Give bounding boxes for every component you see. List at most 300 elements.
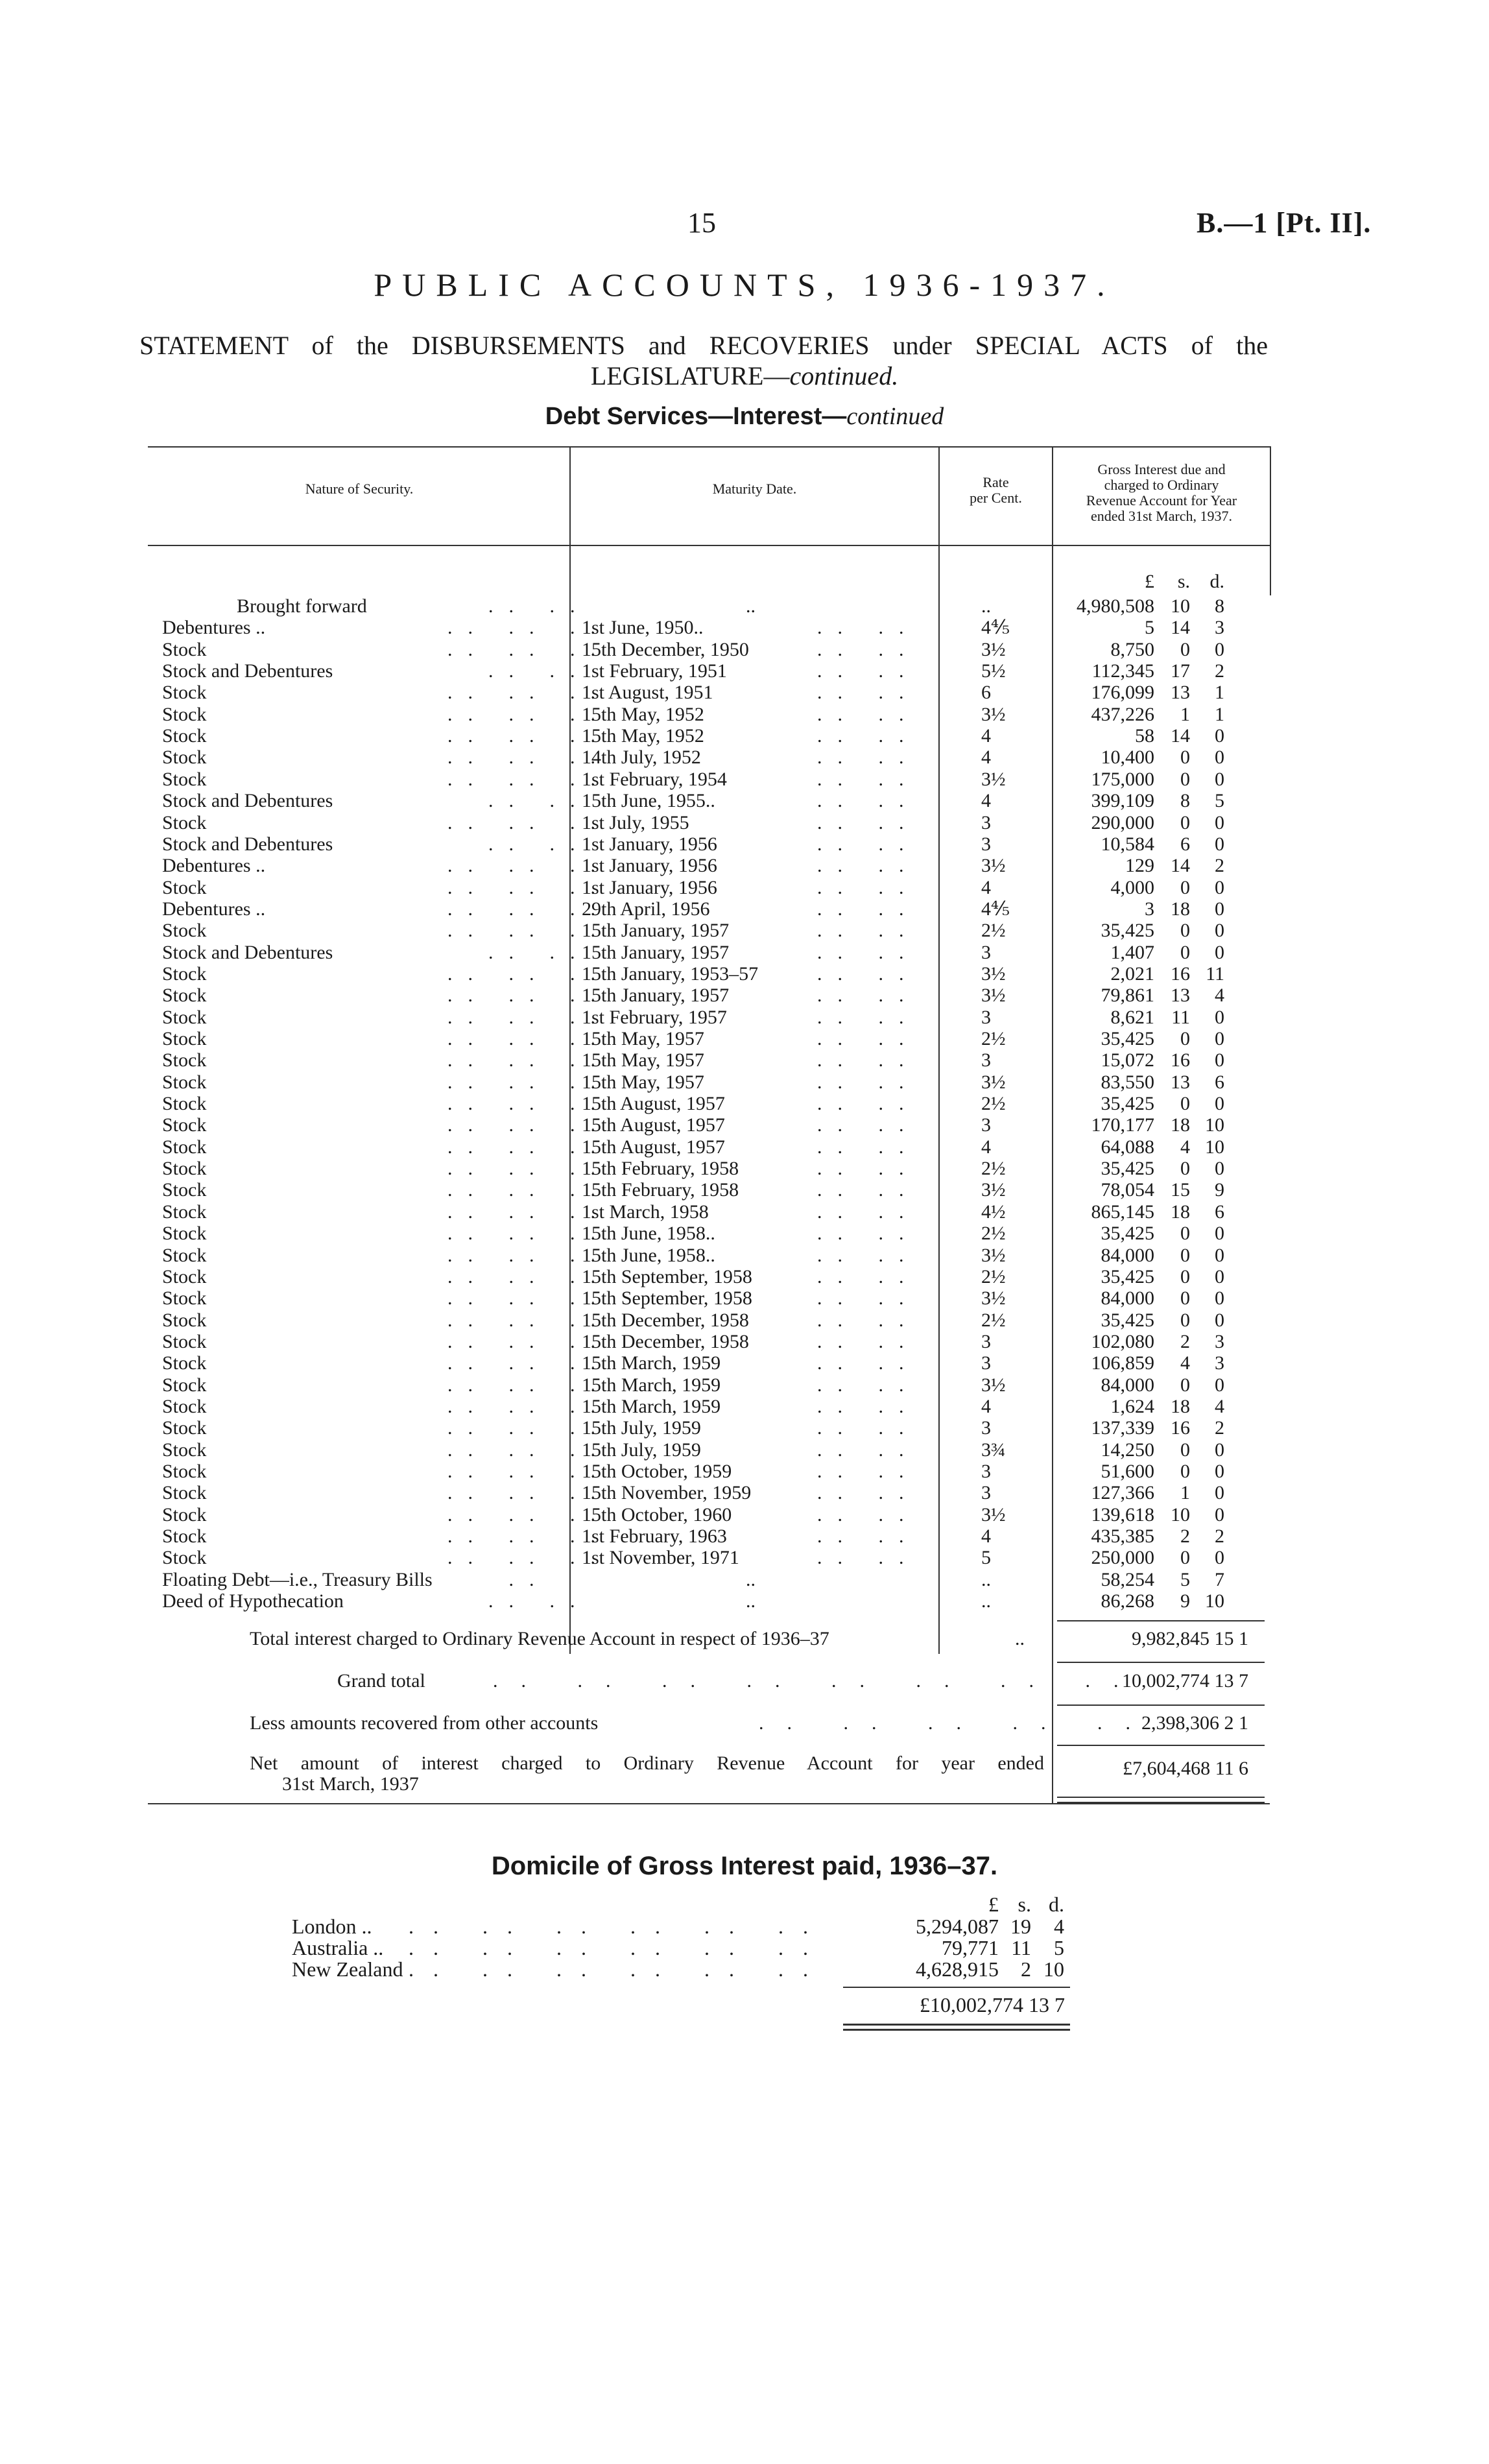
rate-cell: 3½	[981, 1071, 1006, 1093]
leader-dots: .. .. ..	[447, 1352, 611, 1374]
table-row	[0, 1590, 1489, 1612]
maturity-cell: 15th May, 1957	[582, 1071, 704, 1093]
table-row	[0, 1179, 1489, 1201]
pence-cell: 0	[1215, 1504, 1224, 1525]
grand-total-value: 10,002,774 13 7	[1122, 1670, 1248, 1692]
shillings-cell: 0	[1180, 1093, 1190, 1114]
table-row	[0, 1093, 1489, 1114]
maturity-cell: 1st January, 1956	[582, 855, 717, 876]
leader-dots: .. .. ..	[447, 617, 611, 638]
maturity-cell: 1st July, 1955	[582, 812, 689, 833]
pounds-cell: 58,254	[1101, 1569, 1154, 1590]
pounds-cell: 4,000	[1110, 877, 1154, 898]
pence-cell: 10	[1043, 1957, 1064, 1981]
rate-cell: 3½	[981, 1179, 1006, 1201]
subtotal-rule	[1057, 1662, 1265, 1663]
leader-dots: .. ..	[817, 1439, 920, 1461]
security-cell: Stock	[162, 1525, 207, 1547]
maturity-cell: 15th March, 1959	[582, 1374, 721, 1396]
pounds-cell: 399,109	[1091, 790, 1154, 811]
security-cell: Stock	[162, 1396, 207, 1417]
leader-dots: .. .. ..	[447, 1504, 611, 1525]
maturity-cell: 15th May, 1957	[582, 1049, 704, 1071]
maturity-cell: 15th May, 1957	[582, 1028, 704, 1049]
pounds-cell: 4,628,915	[916, 1957, 999, 1981]
table-row	[0, 1136, 1489, 1158]
pounds-cell: 139,618	[1091, 1504, 1154, 1525]
leader-dots: .. .. ..	[447, 639, 611, 660]
shillings-cell: 0	[1180, 639, 1190, 660]
leader-dots: .. ..	[817, 747, 920, 768]
shillings-cell: 18	[1171, 1396, 1190, 1417]
pounds-cell: 4,980,508	[1077, 595, 1154, 617]
rate-cell: 4	[981, 725, 991, 747]
pence-cell: 0	[1215, 1287, 1224, 1309]
rate-cell: 2½	[981, 1028, 1006, 1049]
pounds-cell: 865,145	[1091, 1201, 1154, 1223]
leader-dots: .. .. ..	[447, 1461, 611, 1482]
shillings-cell: 8	[1180, 790, 1190, 811]
maturity-cell: 15th October, 1960	[582, 1504, 732, 1525]
security-cell: Stock	[162, 1136, 207, 1158]
security-cell: Debentures ..	[162, 855, 266, 876]
rate-cell: 4	[981, 747, 991, 768]
rate-cell: 3	[981, 833, 991, 855]
maturity-cell: 1st November, 1971	[582, 1547, 739, 1568]
unit-pounds: £	[988, 1893, 999, 1916]
pence-cell: 2	[1215, 1417, 1224, 1439]
rate-cell: 3½	[981, 985, 1006, 1006]
leader-dots: .. .. ..	[447, 769, 611, 790]
pounds-cell: 58	[1135, 725, 1154, 747]
table-row	[0, 1504, 1489, 1525]
statement-heading: STATEMENT of the DISBURSEMENTS and RECOVERIES under SPECIAL ACTS of the	[139, 331, 1268, 360]
leader-dots: .. .. ..	[447, 1114, 611, 1136]
pence-cell: 0	[1215, 1093, 1224, 1114]
leader-dots: .. ..	[817, 769, 920, 790]
pence-cell: 0	[1215, 725, 1224, 747]
domicile-row	[0, 1916, 1489, 1937]
pounds-cell: 79,771	[942, 1936, 999, 1959]
rate-cell: 3	[981, 1417, 991, 1439]
statement-heading-continued: LEGISLATURE—continued.	[590, 361, 899, 390]
leader-dots: .. ..	[817, 1028, 920, 1049]
shillings-cell: 9	[1180, 1590, 1190, 1612]
table-row	[0, 855, 1489, 876]
unit-shillings: s.	[1018, 1893, 1031, 1916]
maturity-cell: 15th October, 1959	[582, 1461, 732, 1482]
rate-cell: 3½	[981, 1287, 1006, 1309]
pounds-cell: 14,250	[1101, 1439, 1154, 1461]
pounds-cell: 35,425	[1101, 1223, 1154, 1244]
security-cell: Stock	[162, 704, 207, 725]
leader-dots: .. .. ..	[447, 1374, 611, 1396]
rate-cell: 3½	[981, 769, 1006, 790]
pence-cell: 10	[1205, 1136, 1224, 1158]
leader-dots: .. ..	[447, 595, 591, 617]
table-row	[0, 963, 1489, 985]
table-row	[0, 769, 1489, 790]
pounds-cell: 83,550	[1101, 1071, 1154, 1093]
rate-cell: ..	[981, 1569, 991, 1590]
leader-dots: .. .. ..	[447, 1331, 611, 1352]
pence-cell: 2	[1215, 855, 1224, 876]
leader-dots: .. ..	[817, 1504, 920, 1525]
double-rule	[843, 2029, 1070, 2031]
total-interest-label: Total interest charged to Ordinary Revenue Account in respect of 1936–37	[250, 1628, 829, 1649]
pence-cell: 8	[1215, 595, 1224, 617]
pounds-cell: 176,099	[1091, 682, 1154, 703]
pounds-cell: 10,400	[1101, 747, 1154, 768]
maturity-cell: 15th September, 1958	[582, 1266, 752, 1287]
subtotal-rule	[1057, 1704, 1265, 1706]
rate-cell: 3½	[981, 639, 1006, 660]
shillings-cell: 4	[1180, 1136, 1190, 1158]
pence-cell: 3	[1215, 617, 1224, 638]
maturity-cell: 15th March, 1959	[582, 1352, 721, 1374]
rate-cell: 6	[981, 682, 991, 703]
maturity-cell: 15th August, 1957	[582, 1093, 725, 1114]
pence-cell: 0	[1215, 1439, 1224, 1461]
leader-dots: .. .. ..	[447, 725, 611, 747]
shillings-cell: 10	[1171, 595, 1190, 617]
security-cell: Stock	[162, 985, 207, 1006]
rate-cell: 2½	[981, 1093, 1006, 1114]
domicile-rule	[843, 1987, 1070, 1988]
security-cell: Stock and Debentures	[162, 790, 333, 811]
pence-cell: 0	[1215, 1158, 1224, 1179]
pence-cell: 0	[1215, 812, 1224, 833]
leader-dots: .. ..	[817, 1482, 920, 1503]
security-cell: Brought forward	[237, 595, 367, 617]
security-cell: Stock	[162, 1007, 207, 1028]
pence-cell: 3	[1215, 1331, 1224, 1352]
leader-dots: .. ..	[817, 1352, 920, 1374]
net-amount-label-date: 31st March, 1937	[282, 1773, 419, 1795]
table-row	[0, 1310, 1489, 1331]
col-header-rate: Rate per Cent.	[970, 474, 1022, 506]
leader-dots: .. ..	[817, 1093, 920, 1114]
maturity-cell: 1st January, 1956	[582, 833, 717, 855]
shillings-cell: 0	[1180, 769, 1190, 790]
pence-cell: 0	[1215, 1266, 1224, 1287]
pounds-cell: 35,425	[1101, 1158, 1154, 1179]
pounds-cell: 5	[1145, 617, 1154, 638]
security-cell: Stock	[162, 1417, 207, 1439]
table-row	[0, 1396, 1489, 1417]
pence-cell: 5	[1054, 1936, 1064, 1959]
shillings-cell: 0	[1180, 1158, 1190, 1179]
table-row	[0, 1158, 1489, 1179]
security-cell: Debentures ..	[162, 898, 266, 920]
shillings-cell: 5	[1180, 1569, 1190, 1590]
unit-row	[0, 571, 1489, 592]
security-cell: Stock	[162, 1547, 207, 1568]
pounds-cell: 1,407	[1110, 942, 1154, 963]
table-row	[0, 1266, 1489, 1287]
leader-dots: .. ..	[817, 1547, 920, 1568]
pounds-cell: 51,600	[1101, 1461, 1154, 1482]
maturity-cell: 15th June, 1958..	[582, 1223, 715, 1244]
net-amount-value: £7,604,468 11 6	[1123, 1758, 1248, 1779]
shillings-cell: 0	[1180, 1461, 1190, 1482]
pounds-cell: 129	[1125, 855, 1154, 876]
shillings-cell: 2	[1021, 1957, 1031, 1981]
pence-cell: 6	[1215, 1201, 1224, 1223]
leader-dots: .. ..	[447, 942, 591, 963]
rate-cell: 3	[981, 1482, 991, 1503]
shillings-cell: 0	[1180, 1374, 1190, 1396]
pence-cell: 0	[1215, 747, 1224, 768]
table-row	[0, 725, 1489, 747]
less-recovered-value: 2,398,306 2 1	[1141, 1712, 1248, 1734]
maturity-cell: 15th December, 1958	[582, 1331, 749, 1352]
pence-cell: 0	[1215, 1547, 1224, 1568]
table-row	[0, 833, 1489, 855]
pence-cell: 0	[1215, 1223, 1224, 1244]
pence-cell: 0	[1215, 1007, 1224, 1028]
leader-dots: .. ..	[817, 1179, 920, 1201]
domicile-row	[0, 1937, 1489, 1959]
rate-cell: 4	[981, 877, 991, 898]
unit-pounds: £	[1145, 571, 1154, 592]
pounds-cell: 2,021	[1110, 963, 1154, 985]
leader-dots: .. ..	[817, 682, 920, 703]
rate-cell: 4	[981, 1136, 991, 1158]
pence-cell: 10	[1205, 1114, 1224, 1136]
page-number: 15	[687, 207, 716, 239]
maturity-cell: 15th August, 1957	[582, 1136, 725, 1158]
rate-cell: 2½	[981, 920, 1006, 941]
leader-dots: .. ..	[817, 1417, 920, 1439]
maturity-cell: 15th December, 1958	[582, 1310, 749, 1331]
rate-cell: 5	[981, 1547, 991, 1568]
col-header-security: Nature of Security.	[305, 481, 414, 497]
leader-dots: .. ..	[817, 1007, 920, 1028]
leader-dots: .. ..	[817, 1114, 920, 1136]
security-cell: Stock	[162, 1028, 207, 1049]
table-row	[0, 1223, 1489, 1244]
table-row	[0, 898, 1489, 920]
pounds-cell: 435,385	[1091, 1525, 1154, 1547]
shillings-cell: 15	[1171, 1179, 1190, 1201]
table-row	[0, 1071, 1489, 1093]
pounds-cell: 175,000	[1091, 769, 1154, 790]
maturity-cell: 15th February, 1958	[582, 1179, 739, 1201]
maturity-cell: 15th March, 1959	[582, 1396, 721, 1417]
security-cell: Stock	[162, 1287, 207, 1309]
shillings-cell: 19	[1010, 1915, 1031, 1938]
security-cell: Stock	[162, 1352, 207, 1374]
leader-dots: .. .. ..	[447, 1396, 611, 1417]
pounds-cell: 112,345	[1091, 660, 1154, 682]
maturity-cell: 15th July, 1959	[582, 1417, 701, 1439]
leader-dots: .. .. ..	[447, 1158, 611, 1179]
leader-dots: .. .. .. .. .. ..	[409, 1936, 828, 1959]
shillings-cell: 0	[1180, 1547, 1190, 1568]
pounds-cell: 250,000	[1091, 1547, 1154, 1568]
domicile-unit-row	[0, 1894, 1489, 1915]
rate-cell: 3	[981, 942, 991, 963]
table-row	[0, 704, 1489, 725]
security-cell: Stock	[162, 877, 207, 898]
section-subtitle: Debt Services—Interest—continued	[545, 403, 944, 430]
leader-dots: .. .. ..	[447, 963, 611, 985]
leader-dots: .. .. ..	[447, 1071, 611, 1093]
double-rule	[1057, 1802, 1265, 1803]
security-cell: Stock	[162, 1179, 207, 1201]
table-row	[0, 1547, 1489, 1568]
leader-dots: .. ..	[817, 704, 920, 725]
leader-dots: .. .. ..	[447, 1547, 611, 1568]
maturity-cell: 1st February, 1963	[582, 1525, 727, 1547]
pounds-cell: 35,425	[1101, 1310, 1154, 1331]
leader-dots: .. .. ..	[447, 1179, 611, 1201]
shillings-cell: 18	[1171, 1201, 1190, 1223]
pence-cell: 0	[1215, 1482, 1224, 1503]
table-row	[0, 877, 1489, 898]
pence-cell: 1	[1215, 704, 1224, 725]
security-cell: Stock and Debentures	[162, 833, 333, 855]
leader-dots: .. ..	[817, 725, 920, 747]
security-cell: Stock	[162, 1266, 207, 1287]
pounds-cell: 127,366	[1091, 1482, 1154, 1503]
rate-cell: 3	[981, 1461, 991, 1482]
leader-dots: .. ..	[817, 1158, 920, 1179]
maturity-cell: 14th July, 1952	[582, 747, 701, 768]
security-cell: Stock	[162, 1439, 207, 1461]
security-cell: Floating Debt—i.e., Treasury Bills	[162, 1569, 433, 1590]
leader-dots: .. .. ..	[447, 747, 611, 768]
leader-dots: .. .. ..	[447, 898, 611, 920]
security-cell: Stock and Debentures	[162, 942, 333, 963]
leader-dots: .. ..	[817, 1136, 920, 1158]
leader-dots: .. .. ..	[447, 1028, 611, 1049]
security-cell: Stock	[162, 1114, 207, 1136]
maturity-cell: 1st August, 1951	[582, 682, 713, 703]
pounds-cell: 3	[1145, 898, 1154, 920]
domicile-total-row	[0, 1994, 1489, 2016]
leader-dots: .. ..	[817, 790, 920, 811]
shillings-cell: 2	[1180, 1525, 1190, 1547]
security-cell: Stock	[162, 812, 207, 833]
leader-dots: .. ..	[817, 1331, 920, 1352]
rate-cell: 4	[981, 1396, 991, 1417]
leader-dots: .. ..	[817, 812, 920, 833]
pence-cell: 2	[1215, 1525, 1224, 1547]
leader-dots: .. .. .. .. .. ..	[409, 1957, 828, 1981]
rate-cell: 3	[981, 812, 991, 833]
maturity-cell: 15th November, 1959	[582, 1482, 752, 1503]
table-row	[0, 1352, 1489, 1374]
pence-cell: 0	[1215, 877, 1224, 898]
subtotal-rule	[1057, 1620, 1265, 1621]
pounds-cell: 35,425	[1101, 1028, 1154, 1049]
maturity-cell: 1st March, 1958	[582, 1201, 709, 1223]
security-cell: Stock	[162, 1504, 207, 1525]
shillings-cell: 0	[1180, 920, 1190, 941]
shillings-cell: 16	[1171, 1049, 1190, 1071]
table-row	[0, 747, 1489, 768]
maturity-cell: 1st January, 1956	[582, 877, 717, 898]
pounds-cell: 8,621	[1110, 1007, 1154, 1028]
table-row	[0, 1287, 1489, 1309]
leader-dots: .. .. .. .. .. ..	[409, 1915, 828, 1938]
table-row	[0, 1374, 1489, 1396]
shillings-cell: 14	[1171, 617, 1190, 638]
rate-cell: 2½	[981, 1266, 1006, 1287]
leader-dots: .. .. ..	[447, 1287, 611, 1309]
shillings-cell: 1	[1180, 1482, 1190, 1503]
leader-dots: .. .. ..	[447, 1223, 611, 1244]
maturity-cell: ..	[746, 595, 756, 617]
pence-cell: 0	[1215, 833, 1224, 855]
security-cell: Stock and Debentures	[162, 660, 333, 682]
maturity-cell: 15th August, 1957	[582, 1114, 725, 1136]
leader-dots: .. .. .. .. ..	[759, 1712, 1154, 1734]
shillings-cell: 6	[1180, 833, 1190, 855]
pounds-cell: 84,000	[1101, 1245, 1154, 1266]
total-interest-value: 9,982,845 15 1	[1132, 1628, 1248, 1649]
leader-dots: .. .. ..	[447, 1417, 611, 1439]
domicile-row	[0, 1959, 1489, 1980]
subtotal-rule	[1057, 1745, 1265, 1746]
security-cell: Stock	[162, 1461, 207, 1482]
shillings-cell: 16	[1171, 963, 1190, 985]
shillings-cell: 0	[1180, 877, 1190, 898]
leader-dots: ..	[1015, 1628, 1025, 1649]
table-header-rule	[148, 545, 1270, 546]
maturity-cell: 15th January, 1953–57	[582, 963, 759, 985]
security-cell: Stock	[162, 920, 207, 941]
table-row	[0, 790, 1489, 811]
leader-dots: .. ..	[817, 942, 920, 963]
pence-cell: 9	[1215, 1179, 1224, 1201]
leader-dots: .. .. ..	[447, 1310, 611, 1331]
pence-cell: 0	[1215, 1245, 1224, 1266]
document-reference: B.—1 [Pt. II].	[1197, 207, 1372, 239]
leader-dots: .. ..	[817, 877, 920, 898]
leader-dots: .. .. ..	[447, 985, 611, 1006]
rate-cell: 3	[981, 1114, 991, 1136]
rate-cell: 3½	[981, 963, 1006, 985]
security-cell: Stock	[162, 747, 207, 768]
leader-dots: .. ..	[447, 1590, 591, 1612]
table-row	[0, 1482, 1489, 1503]
pounds-cell: 8,750	[1110, 639, 1154, 660]
pence-cell: 0	[1215, 1310, 1224, 1331]
leader-dots: .. .. ..	[447, 1093, 611, 1114]
double-rule	[1057, 1797, 1265, 1798]
pence-cell: 3	[1215, 1352, 1224, 1374]
maturity-cell: 15th September, 1958	[582, 1287, 752, 1309]
pence-cell: 0	[1215, 769, 1224, 790]
pounds-cell: 170,177	[1091, 1114, 1154, 1136]
pence-cell: 4	[1215, 1396, 1224, 1417]
maturity-cell: 15th January, 1957	[582, 985, 730, 1006]
leader-dots: .. ..	[817, 898, 920, 920]
leader-dots: .. ..	[817, 1071, 920, 1093]
maturity-cell: 29th April, 1956	[582, 898, 710, 920]
leader-dots: .. ..	[817, 1049, 920, 1071]
table-row	[0, 1007, 1489, 1028]
table-row	[0, 1049, 1489, 1071]
pence-cell: 6	[1215, 1071, 1224, 1093]
security-cell: Stock	[162, 1310, 207, 1331]
unit-shillings: s.	[1177, 571, 1190, 592]
leader-dots: .. ..	[817, 660, 920, 682]
security-cell: Stock	[162, 1093, 207, 1114]
